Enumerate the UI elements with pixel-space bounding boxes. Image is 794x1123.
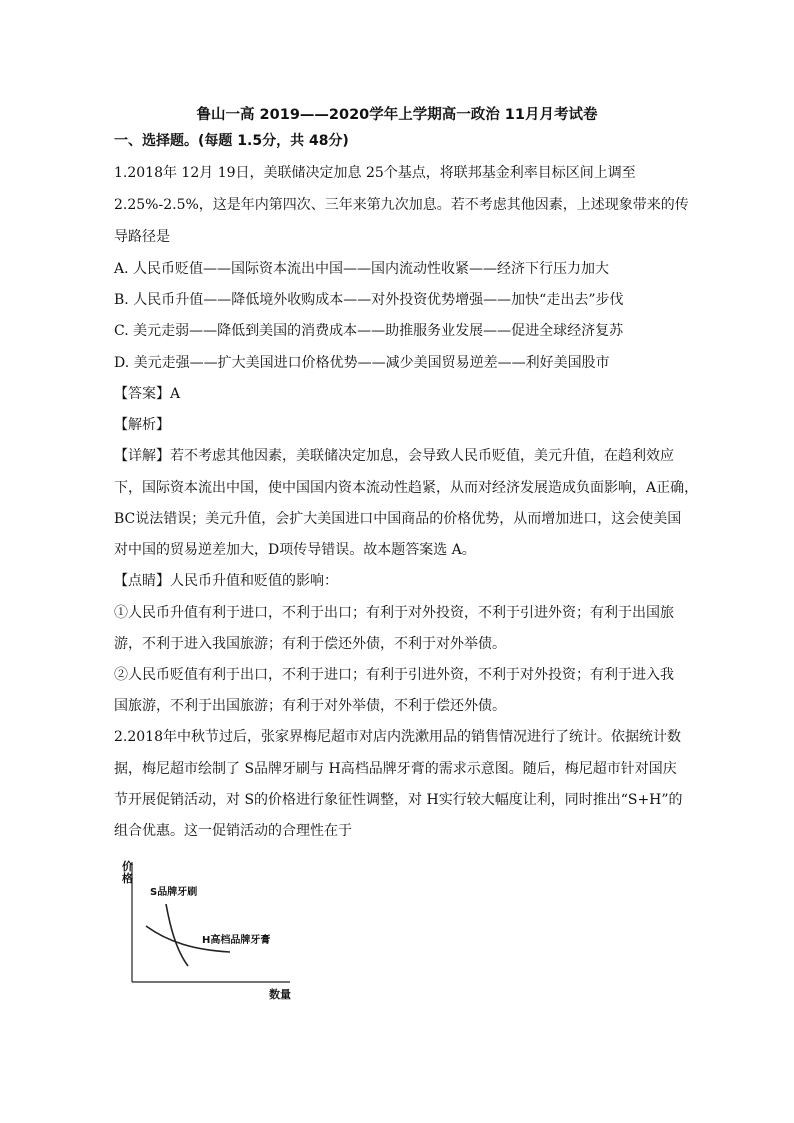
q2-stem-line-4: 组合优惠。这一促销活动的合理性在于 (114, 823, 352, 839)
q1-stem-line-3: 导路径是 (114, 229, 170, 245)
series-s-label: S品牌牙刷 (150, 887, 198, 898)
q1-tip-line-4: ②人民币贬值有利于出口，不利于进口；有利于引进外资，不利于对外投资；有利于进入我 (114, 667, 674, 683)
q1-option-b: B. 人民币升值——降低境外收购成本——对外投资优势增强——加快“走出去”步伐 (114, 292, 624, 308)
q1-analysis-label: 【解析】 (114, 417, 170, 433)
x-axis-label: 数量 (269, 988, 291, 1001)
q1-tip-line-2: ①人民币升值有利于进口，不利于出口；有利于对外投资，不利于引进外资；有利于出国旅 (114, 605, 674, 621)
q1-tip-line-3: 游，不利于进入我国旅游；有利于偿还外债，不利于对外举债。 (114, 636, 506, 652)
q1-tip-line-1: 【点睛】人民币升值和贬值的影响： (114, 573, 338, 589)
q1-option-d: D. 美元走强——扩大美国进口价格优势——减少美国贸易逆差——利好美国股市 (114, 355, 610, 371)
q1-stem-line-2: 2.25%-2.5%，这是年内第四次、三年来第九次加息。若不考虑其他因素，上述现象带来的传 (114, 197, 689, 213)
demand-chart (112, 860, 322, 1005)
y-axis-label-char-1: 价 (122, 860, 133, 873)
series-h-label: H高档品牌牙膏 (202, 935, 271, 946)
q1-detail-line-1: 【详解】若不考虑其他因素，美联储决定加息，会导致人民币贬值，美元升值，在趋利效应 (114, 448, 674, 464)
series-s-curve (166, 904, 188, 966)
q2-stem-line-1: 2.2018年中秋节过后，张家界梅尼超市对店内洗漱用品的销售情况进行了统计。依据统计数 (114, 729, 681, 745)
q1-answer: 【答案】A (114, 386, 181, 402)
q1-stem-line-1: 1.2018年 12月 19日，美联储决定加息 25个基点，将联邦基金利率目标区间上调至 (114, 165, 636, 181)
q1-detail-line-2: 下，国际资本流出中国，使中国国内资本流动性趋紧，从而对经济发展造成负面影响，A正确， (114, 480, 699, 496)
q2-stem-line-2: 据，梅尼超市绘制了 S品牌牙刷与 H高档品牌牙膏的需求示意图。随后，梅尼超市针对国庆 (114, 761, 677, 777)
q1-tip-line-5: 国旅游，不利于出国旅游；有利于对外举债，不利于偿还外债。 (114, 698, 506, 714)
page-title: 鲁山一高 2019——2020学年上学期高一政治 11月月考试卷 (196, 107, 598, 123)
q1-detail-line-4: 对中国的贸易逆差加大，D项传导错误。故本题答案选 A。 (114, 542, 476, 558)
q1-detail-line-3: BC说法错误；美元升值，会扩大美国进口中国商品的价格优势，从而增加进口，这会使美国 (114, 511, 682, 527)
section-heading: 一、选择题。(每题 1.5分，共 48分) (114, 133, 349, 149)
q1-option-c: C. 美元走弱——降低到美国的消费成本——助推服务业发展——促进全球经济复苏 (114, 323, 624, 339)
q2-stem-line-3: 节开展促销活动，对 S的价格进行象征性调整，对 H实行较大幅度让利，同时推出“S+H”的 (114, 792, 683, 808)
q1-option-a: A. 人民币贬值——国际资本流出中国——国内流动性收紧——经济下行压力加大 (114, 261, 610, 277)
y-axis-label-char-2: 格 (122, 872, 133, 885)
demand-chart-svg (112, 860, 322, 1005)
